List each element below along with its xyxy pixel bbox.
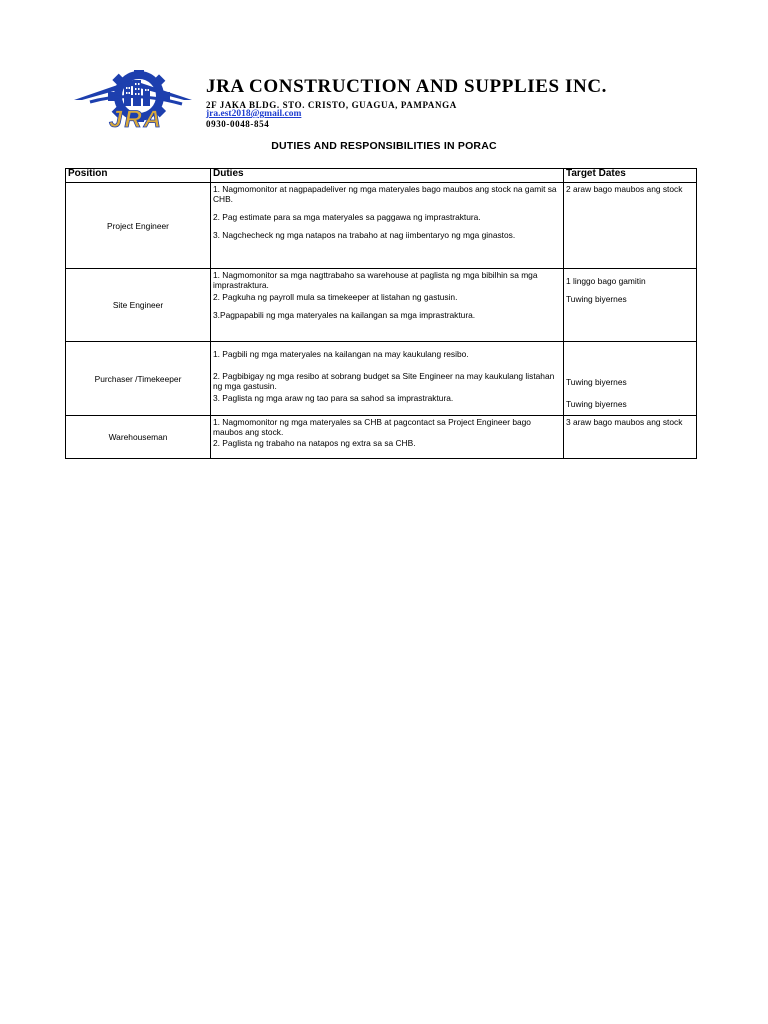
target-date: Tuwing biyernes [566, 399, 627, 409]
target-dates-cell [564, 342, 697, 416]
column-header-position: Position [66, 169, 211, 183]
duty-item: 3. Paglista ng mga araw ng tao para sa sahod sa imprastraktura. [213, 393, 454, 403]
duty-item: 3. Nagchecheck ng mga natapos na trabaho at nag iimbentaryo ng mga ginastos. [213, 230, 516, 240]
column-header-duties: Duties [211, 169, 564, 183]
duty-item: 1. Nagmomonitor at nagpapadeliver ng mga materyales bago maubos ang stock na gamit sa CHB. [213, 184, 557, 204]
target-dates-cell [564, 269, 697, 342]
column-header-target-dates: Target Dates [564, 169, 697, 183]
letterhead [72, 70, 712, 132]
target-date: 1 linggo bago gamitin [566, 276, 646, 286]
duties-cell [211, 342, 564, 416]
position-cell: Project Engineer [66, 183, 211, 269]
company-name: JRA CONSTRUCTION AND SUPPLIES INC. [206, 76, 607, 97]
logo-text: JRA [108, 106, 164, 128]
duty-item: 2. Pagkuha ng payroll mula sa timekeeper at listahan ng gastusin. [213, 292, 458, 302]
company-logo [72, 70, 200, 128]
duty-item: 3.Pagpapabili ng mga materyales na kailangan sa mga imprastraktura. [213, 310, 476, 320]
duties-cell [211, 269, 564, 342]
target-dates-cell [564, 183, 697, 269]
position-cell: Purchaser /Timekeeper [66, 342, 211, 416]
position-cell: Site Engineer [66, 269, 211, 342]
duty-item: 1. Nagmomonitor ng mga materyales sa CHB at pagcontact sa Project Engineer bago maubos ang stock. [213, 417, 531, 437]
duties-table [65, 168, 697, 459]
document-title: DUTIES AND RESPONSIBILITIES IN PORAC [271, 140, 497, 152]
duty-item: 1. Nagmomonitor sa mga nagttrabaho sa warehouse at paglista ng mga bibilhin sa mga imprastraktura. [213, 270, 538, 290]
duty-item: 2. Pag estimate para sa mga materyales sa paggawa ng imprastraktura. [213, 212, 481, 222]
duties-cell [211, 183, 564, 269]
table-row [66, 342, 697, 416]
table-row [66, 183, 697, 269]
target-date: Tuwing biyernes [566, 377, 627, 387]
duty-item: 2. Paglista ng trabaho na natapos ng extra sa sa CHB. [213, 438, 416, 448]
table-row [66, 416, 697, 459]
target-date: Tuwing biyernes [566, 294, 627, 304]
company-address: 2F JAKA BLDG. STO. CRISTO, GUAGUA, PAMPANGA [206, 100, 457, 110]
company-phone: 0930-0048-854 [206, 119, 270, 129]
target-dates-cell [564, 416, 697, 459]
duty-item: 2. Pagbibigay ng mga resibo at sobrang budget sa Site Engineer na may kaukulang listahan ng mga gastusin. [213, 371, 555, 391]
table-row [66, 269, 697, 342]
duties-cell [211, 416, 564, 459]
duty-item: 1. Pagbili ng mga materyales na kailangan na may kaukulang resibo. [213, 349, 469, 359]
position-cell: Warehouseman [66, 416, 211, 459]
table-header-row [66, 169, 697, 183]
target-date: 3 araw bago maubos ang stock [566, 417, 683, 427]
company-email[interactable]: jra.est2018@gmail.com [206, 109, 302, 119]
target-date: 2 araw bago maubos ang stock [566, 184, 683, 194]
